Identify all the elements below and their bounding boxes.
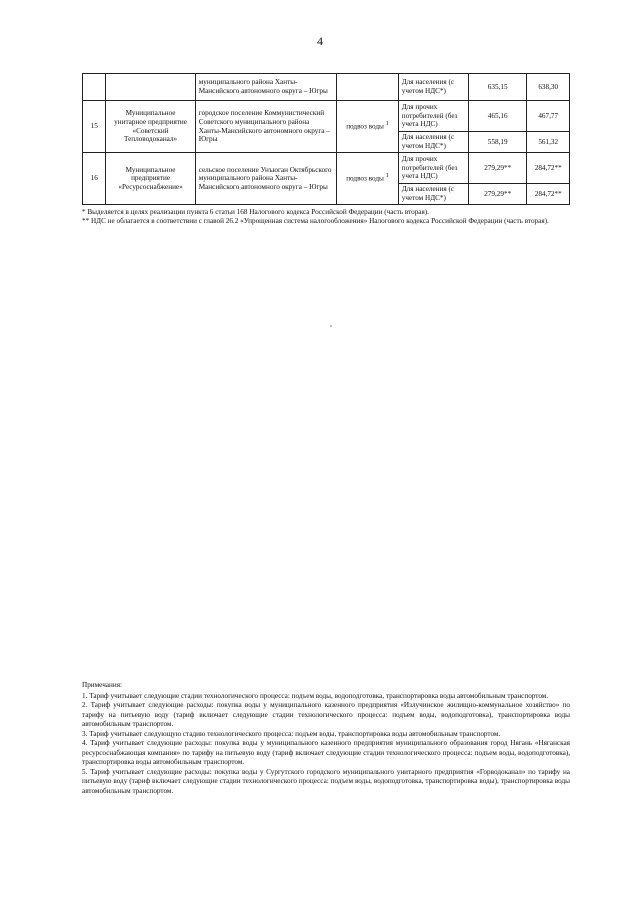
scan-speck [330, 325, 332, 327]
note-item: 1. Тариф учитывает следующие стадии технологического процесса: подъем воды, водоподготовка, транспортировка воды автомобильным транспортом. [82, 691, 549, 700]
tariff-value-1: 635,15 [468, 74, 526, 101]
footnote-vat: * Выделяется в целях реализации пункта 6 статьи 168 Налогового кодекса Российской Федерации (часть вторая). [82, 208, 429, 216]
tariff-value-1: 465,16 [468, 101, 526, 132]
note-item: 5. Тариф учитывает следующие расходы: покупка воды у Сургутского городского муниципального унитарного предприятия «Горводоканал» по тарифу на питьевую воду (тариф включает следующие стадии технологического процесса: подъем воды, водоподготовка, транспортировка воды), транспортировка воды автомобильным транспортом. [82, 767, 570, 795]
consumer-cell: Для прочих потребителей (без учета НДС) [398, 153, 468, 184]
footnotes [82, 208, 570, 227]
service-label: подвоз воды [346, 174, 384, 183]
table-row [83, 74, 570, 101]
service-cell [337, 153, 399, 205]
footnote-no-vat: ** НДС не облагается в соответствии с главой 26.2 «Упрощенная система налогообложения» Налогового кодекса Российской Федерации (часть вторая). [82, 217, 549, 226]
service-cell [337, 74, 399, 101]
tariff-value-1: 558,19 [468, 132, 526, 153]
service-cell [337, 101, 399, 153]
service-footnote-mark: 1 [385, 121, 389, 128]
organization-cell [106, 74, 195, 101]
tariff-value-2: 467,77 [527, 101, 570, 132]
organization-cell: Муниципальное предприятие «Ресурсоснабжение» [106, 153, 195, 205]
tariff-value-2: 284,72** [527, 153, 570, 184]
tariff-value-1: 279,29** [468, 153, 526, 184]
area-cell: сельское поселение Унъюган Октябрьского муниципального района Ханты-Мансийского автономного округа – Югры [195, 153, 336, 205]
consumer-cell: Для населения (с учетом НДС*) [398, 132, 468, 153]
tariff-value-2: 284,72** [527, 184, 570, 205]
note-item: 4. Тариф учитывает следующие расходы: покупка воды у муниципального казенного предприятия муниципального образования город Нягань «Няганская ресурсоснабжающая компания» по тарифу на питьевую воду (тариф включает следующие стадии технологического процесса: подъем воды, водоподготовка), транспортировка воды автомобильным транспортом. [82, 739, 570, 766]
table-row [83, 101, 570, 132]
service-footnote-mark: 1 [385, 173, 389, 180]
row-number-cell [83, 74, 106, 101]
note-item: 3. Тариф учитывает следующую стадию технологического процесса: подъем воды, транспортировка воды автомобильным транспортом. [82, 729, 501, 738]
area-cell: городское поселение Коммунистический Советского муниципального района Ханты-Мансийского автономного округа – Югры [195, 101, 336, 153]
row-number-cell: 16 [83, 153, 106, 205]
tariff-table [82, 73, 570, 205]
row-number-cell: 15 [83, 101, 106, 153]
page-number: 4 [317, 34, 323, 48]
consumer-cell: Для населения (с учетом НДС*) [398, 184, 468, 205]
tariff-value-2: 561,32 [527, 132, 570, 153]
notes-section [82, 681, 570, 796]
consumer-cell: Для населения (с учетом НДС*) [398, 74, 468, 101]
tariff-value-2: 638,30 [527, 74, 570, 101]
area-cell: муниципального района Ханты-Мансийского автономного округа – Югры [195, 74, 336, 101]
note-item: 2. Тариф учитывает следующие расходы: покупка воды у муниципального казенного предприятия «Излучинское жилищно-коммунальное хозяйство» по тарифу на питьевую воду (тариф включает следующие стадии технологического процесса: подъем воды, водоподготовка), транспортировка воды автомобильным транспортом. [82, 701, 570, 728]
tariff-value-1: 279,29** [468, 184, 526, 205]
notes-title: Примечания: [82, 681, 122, 689]
organization-cell: Муниципальное унитарное предприятие «Советский Тепловодоканал» [106, 101, 195, 153]
table-row [83, 153, 570, 184]
service-label: подвоз воды [346, 122, 384, 131]
consumer-cell: Для прочих потребителей (без учета НДС) [398, 101, 468, 132]
